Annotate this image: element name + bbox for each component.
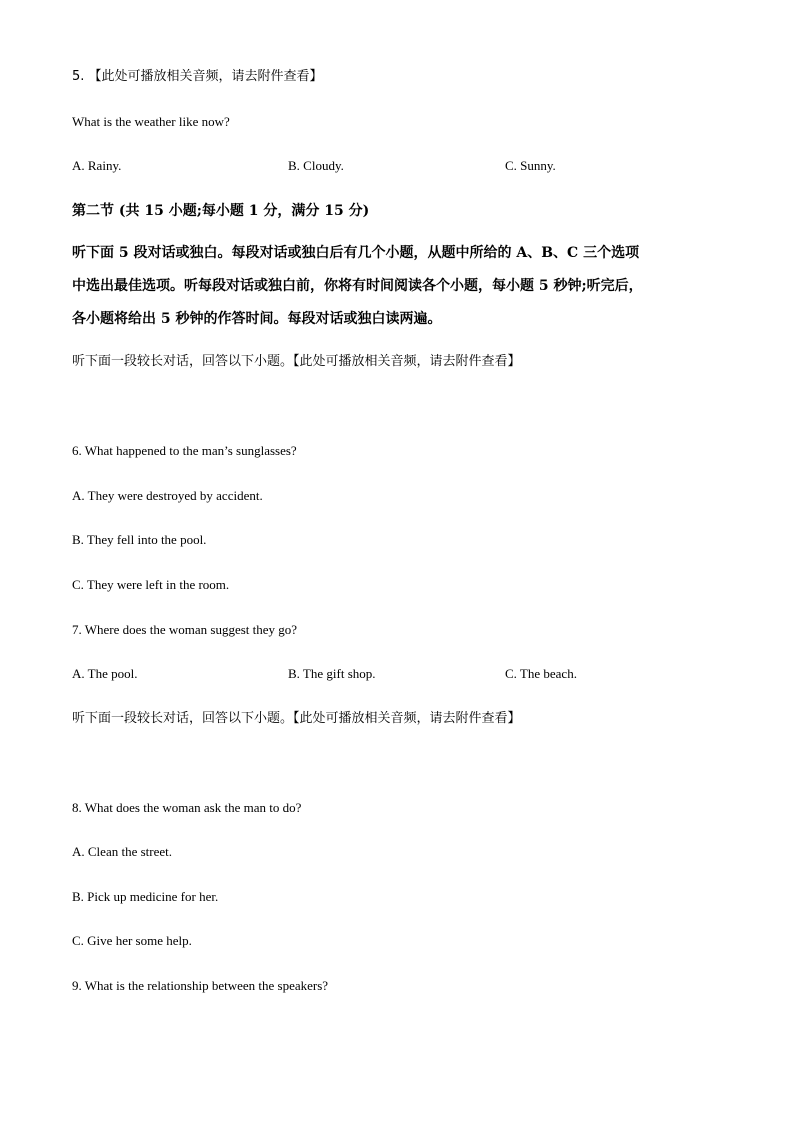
- q5-options: [72, 157, 722, 175]
- q7-option-a: A. The pool.: [72, 666, 138, 681]
- q5-option-a: A. Rainy.: [72, 158, 122, 173]
- q7-option-c: C. The beach.: [505, 666, 577, 681]
- section2-heading: 第二节 (共 15 小题;每小题 1 分，满分 15 分): [72, 203, 370, 219]
- section2-instruction-line-1: 听下面 5 段对话或独白。每段对话或独白后有几个小题，从题中所给的 A、B、C 三个选项: [72, 245, 640, 261]
- q6-option-a: A. They were destroyed by accident.: [72, 488, 263, 503]
- q8-question: 8. What does the woman ask the man to do?: [72, 800, 302, 815]
- section2-instruction-line-2: 中选出最佳选项。听每段对话或独白前，你将有时间阅读各个小题，每小题 5 秒钟;听完后，: [72, 278, 643, 294]
- q8-option-b: B. Pick up medicine for her.: [72, 889, 219, 904]
- q6-question: 6. What happened to the man’s sunglasses?: [72, 443, 297, 458]
- q5-option-c: C. Sunny.: [505, 158, 556, 173]
- q7-question: 7. Where does the woman suggest they go?: [72, 622, 298, 637]
- q5-stem: [72, 67, 323, 86]
- dialog2-prompt: 听下面一段较长对话，回答以下小题。【此处可播放相关音频，请去附件查看】: [72, 711, 521, 726]
- q8-option-c: C. Give her some help.: [72, 933, 192, 948]
- section2-instruction-line-3: 各小题将给出 5 秒钟的作答时间。每段对话或独白读两遍。: [72, 311, 442, 327]
- q9-question: 9. What is the relationship between the speakers?: [72, 978, 329, 993]
- q7-option-b: B. The gift shop.: [288, 666, 376, 681]
- q6-option-b: B. They fell into the pool.: [72, 532, 207, 547]
- q5-option-b: B. Cloudy.: [288, 158, 344, 173]
- dialog1-prompt: 听下面一段较长对话，回答以下小题。【此处可播放相关音频，请去附件查看】: [72, 354, 521, 369]
- q5-question: What is the weather like now?: [72, 114, 230, 129]
- q8-option-a: A. Clean the street.: [72, 844, 172, 859]
- q6-option-c: C. They were left in the room.: [72, 577, 230, 592]
- q7-options: [72, 665, 722, 683]
- q5-stem-text: 5. 【此处可播放相关音频，请去附件查看】: [72, 69, 323, 84]
